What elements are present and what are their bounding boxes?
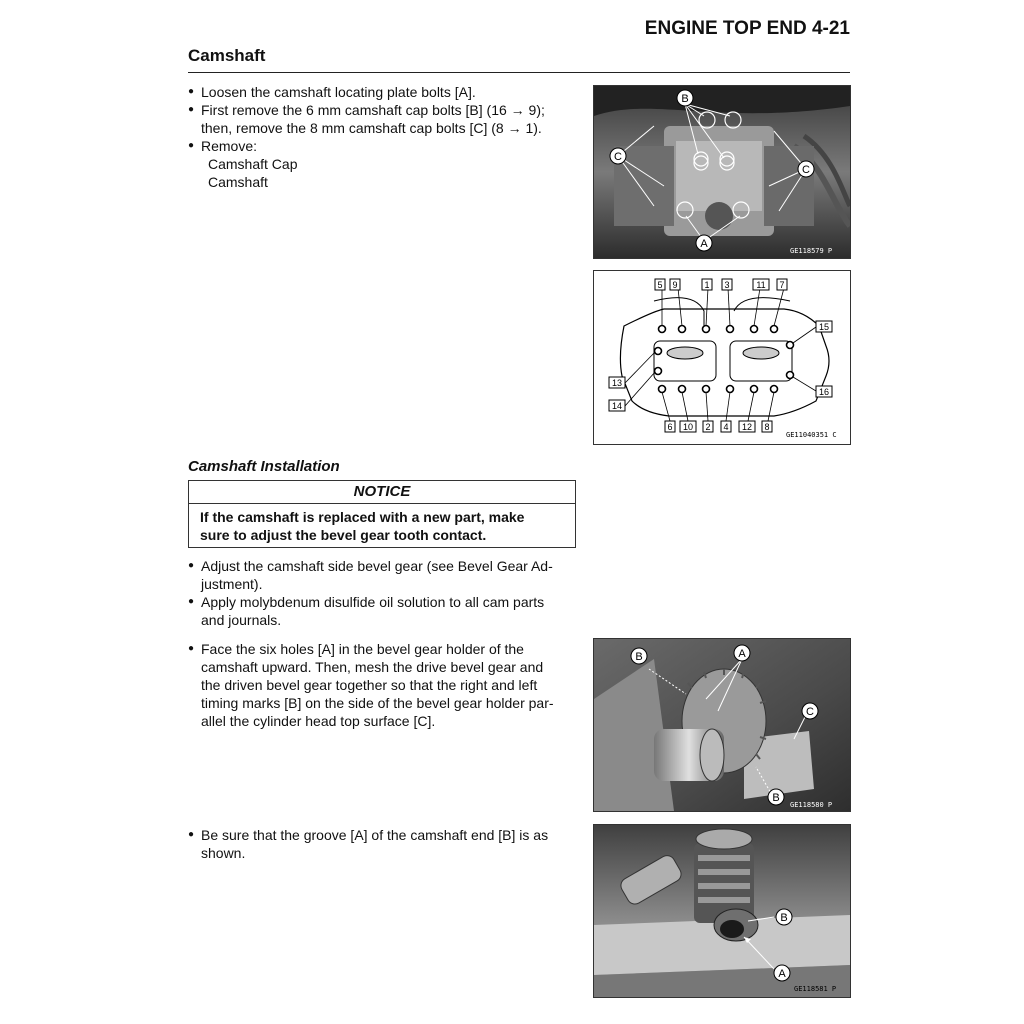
- svg-text:B: B: [772, 792, 780, 804]
- figure-code: GE118580 P: [790, 801, 833, 809]
- svg-text:16: 16: [818, 387, 830, 397]
- seq-side-1: [816, 386, 832, 397]
- svg-text:10: 10: [682, 422, 694, 432]
- step-adjust-bevel-gear: [188, 557, 576, 593]
- seq-top-1: [670, 279, 680, 290]
- seq-bottom-0: [665, 421, 675, 432]
- step-remove: ● Remove:: [188, 137, 576, 155]
- notice-box: [188, 480, 576, 548]
- step-face-holes: [188, 640, 576, 730]
- svg-text:15: 15: [818, 322, 830, 332]
- step-line: ● Face the six holes [A] in the bevel gear holder of the: [201, 641, 524, 657]
- seq-bottom-2: [703, 421, 713, 432]
- svg-text:B: B: [681, 93, 689, 105]
- step-line: then, remove the 8 mm camshaft cap bolts [C] (8 → 1).: [201, 120, 542, 136]
- seq-bottom-1: [680, 421, 696, 432]
- seq-top-2: [702, 279, 712, 290]
- svg-text:14: 14: [611, 401, 623, 411]
- step-line: ● First remove the 6 mm camshaft cap bolts [B] (16 → 9);: [201, 102, 545, 118]
- notice-heading: NOTICE: [189, 481, 575, 504]
- step-apply-oil: [188, 593, 576, 629]
- seq-side-2: [609, 377, 625, 388]
- figure-code: GE118581 P: [794, 985, 837, 993]
- installation-title: Camshaft Installation: [188, 458, 340, 475]
- notice-line: If the camshaft is replaced with a new part, make: [200, 509, 525, 525]
- callout-c-right: [798, 161, 814, 177]
- svg-text:A: A: [738, 648, 746, 660]
- callout-a: [774, 965, 790, 981]
- step-line: the driven bevel gear together so that the right and left: [201, 677, 538, 693]
- seq-bottom-3: [721, 421, 731, 432]
- callout-b: [776, 909, 792, 925]
- step-line: ● Adjust the camshaft side bevel gear (see Bevel Gear Ad-: [201, 558, 553, 574]
- page-header: ENGINE TOP END 4-21: [644, 18, 850, 39]
- callout-b: [677, 90, 693, 106]
- svg-text:5: 5: [657, 280, 663, 290]
- step-line: shown.: [201, 845, 246, 861]
- seq-top-5: [777, 279, 787, 290]
- seq-side-3: [609, 400, 625, 411]
- svg-text:7: 7: [779, 280, 785, 290]
- remove-item-cap: Camshaft Cap: [208, 156, 298, 172]
- svg-text:12: 12: [741, 422, 753, 432]
- svg-text:3: 3: [724, 280, 730, 290]
- svg-text:9: 9: [672, 280, 678, 290]
- header-rule: [188, 72, 850, 73]
- step-line: ● Apply molybdenum disulfide oil solution to all cam parts: [201, 594, 545, 610]
- step-line: camshaft upward. Then, mesh the drive bevel gear and: [201, 659, 544, 675]
- removal-steps: [188, 83, 576, 191]
- svg-text:4: 4: [723, 422, 729, 432]
- step-line: justment).: [201, 576, 263, 592]
- svg-text:1: 1: [704, 280, 710, 290]
- svg-text:A: A: [700, 238, 708, 250]
- svg-text:6: 6: [667, 422, 673, 432]
- seq-top-4: [753, 279, 769, 290]
- step-line: ● Be sure that the groove [A] of the camshaft end [B] is as: [201, 827, 549, 843]
- callout-c: [802, 703, 818, 719]
- install-steps-2: [188, 640, 576, 730]
- step-line: and journals.: [201, 612, 282, 628]
- step-remove-cap-bolts: [188, 101, 576, 137]
- svg-text:C: C: [802, 164, 810, 176]
- svg-text:11: 11: [756, 280, 766, 290]
- svg-text:13: 13: [611, 378, 623, 388]
- callout-c-left: [610, 148, 626, 164]
- step-line: timing marks [B] on the side of the bevel gear holder par-: [201, 695, 554, 711]
- svg-text:A: A: [778, 968, 786, 980]
- callout-b-top: [631, 648, 647, 664]
- figure-camshaft-groove-photo: [593, 824, 851, 998]
- svg-text:B: B: [635, 651, 643, 663]
- step-loosen-bolts: ● Loosen the camshaft locating plate bolts [A].: [188, 83, 576, 101]
- callout-a: [696, 235, 712, 251]
- callout-b-bottom: [768, 789, 784, 805]
- seq-bottom-5: [762, 421, 772, 432]
- notice-body: [189, 504, 575, 547]
- step-line: allel the cylinder head top surface [C].: [201, 713, 436, 729]
- figure-bolt-sequence-diagram: [593, 270, 851, 445]
- callout-a: [734, 645, 750, 661]
- svg-text:C: C: [614, 151, 622, 163]
- remove-item-camshaft: Camshaft: [208, 174, 268, 190]
- seq-bottom-4: [739, 421, 755, 432]
- install-steps-3: [188, 826, 576, 862]
- svg-text:B: B: [780, 912, 788, 924]
- figure-code: GE118579 P: [790, 247, 833, 255]
- section-title: Camshaft: [188, 46, 266, 65]
- svg-text:2: 2: [705, 422, 711, 432]
- seq-side-0: [816, 321, 832, 332]
- figure-camshaft-caps-photo: [593, 85, 851, 259]
- svg-text:C: C: [806, 706, 814, 718]
- notice-line: sure to adjust the bevel gear tooth contact.: [200, 527, 487, 543]
- install-steps-1: [188, 557, 576, 629]
- svg-text:8: 8: [764, 422, 770, 432]
- figure-bevel-gear-photo: [593, 638, 851, 812]
- seq-top-0: [655, 279, 665, 290]
- seq-top-3: [722, 279, 732, 290]
- step-groove-check: [188, 826, 576, 862]
- figure-code: GE11040351 C: [786, 431, 837, 439]
